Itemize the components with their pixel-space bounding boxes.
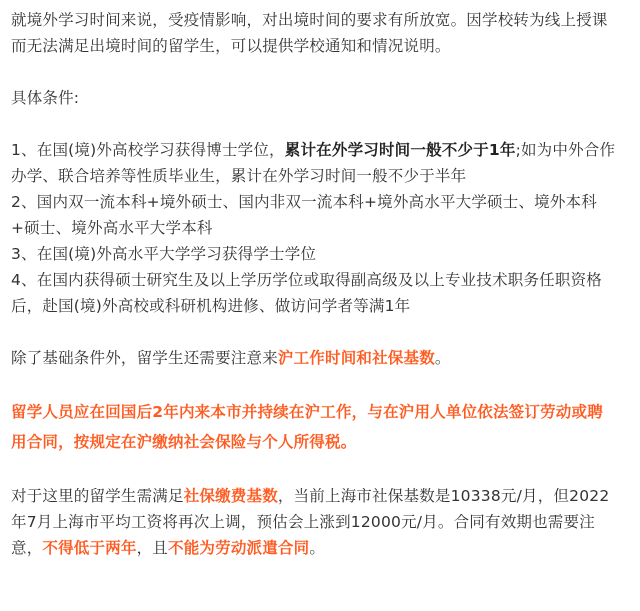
social-security-line-1	[11, 483, 637, 509]
ss-line-3-prefix: 意，	[11, 539, 43, 557]
condition-1-suffix: ;如为中外合作	[515, 141, 616, 159]
social-security-line-2: 年7月上海市平均工资将再次上调，预估会上涨到12000元/月。合同有效期也需要注	[11, 513, 595, 531]
paragraph-gap	[11, 457, 637, 483]
condition-4-line-2: 后，赴国(境)外高校或科研机构进修、做访问学者等满1年	[11, 297, 411, 315]
extra-note-suffix: 。	[434, 349, 451, 367]
paragraph-gap	[11, 371, 637, 397]
ss-line-3-mid: ，且	[136, 539, 169, 557]
condition-1-line-2: 办学、联合培养等性质毕业生，累计在外学习时间一般不少于半年	[11, 167, 467, 185]
extra-note	[11, 345, 637, 371]
article-body	[11, 0, 637, 561]
intro-line-1: 就境外学习时间来说，受疫情影响，对出境时间的要求有所放宽。因学校转为线上授课	[11, 11, 608, 29]
condition-1-prefix: 1、在国(境)外高校学习获得博士学位，	[11, 141, 285, 159]
highlight-line-2: 用合同，按规定在沪缴纳社会保险与个人所得税。	[11, 433, 357, 451]
extra-note-accent: 沪工作时间和社保基数	[277, 349, 435, 367]
ss-line-1-suffix: ，当前上海市社保基数是10338元/月，但2022	[277, 487, 610, 505]
paragraph-gap	[11, 319, 637, 345]
condition-1-bold: 累计在外学习时间一般不少于1年	[284, 141, 516, 159]
ss-line-1-accent: 社保缴费基数	[183, 487, 278, 505]
conditions-heading: 具体条件:	[11, 89, 80, 107]
condition-3: 3、在国(境)外高水平大学学习获得学士学位	[11, 245, 317, 263]
ss-line-3-accent-2: 不能为劳动派遣合同	[168, 539, 310, 557]
condition-4-line-1: 4、在国内获得硕士研究生及以上学历学位或取得副高级及以上专业技术职务任职资格	[11, 271, 602, 289]
condition-2-line-2: +硕士、境外高水平大学本科	[11, 219, 213, 237]
condition-1-line-1	[11, 137, 637, 163]
paragraph-gap	[11, 111, 637, 137]
condition-2-line-1: 2、国内双一流本科+境外硕士、国内非双一流本科+境外高水平大学硕士、境外本科	[11, 193, 597, 211]
ss-line-3-suffix: 。	[309, 539, 326, 557]
highlight-line-1: 留学人员应在回国后2年内来本市并持续在沪工作，与在沪用人单位依法签订劳动或聘	[11, 403, 603, 421]
intro-line-2: 而无法满足出境时间的留学生，可以提供学校通知和情况说明。	[11, 37, 451, 55]
ss-line-1-prefix: 对于这里的留学生需满足	[11, 487, 184, 505]
extra-note-prefix: 除了基础条件外，留学生还需要注意来	[11, 349, 278, 367]
social-security-line-3	[11, 535, 637, 561]
paragraph-gap	[11, 59, 637, 85]
ss-line-3-accent-1: 不得低于两年	[42, 539, 137, 557]
